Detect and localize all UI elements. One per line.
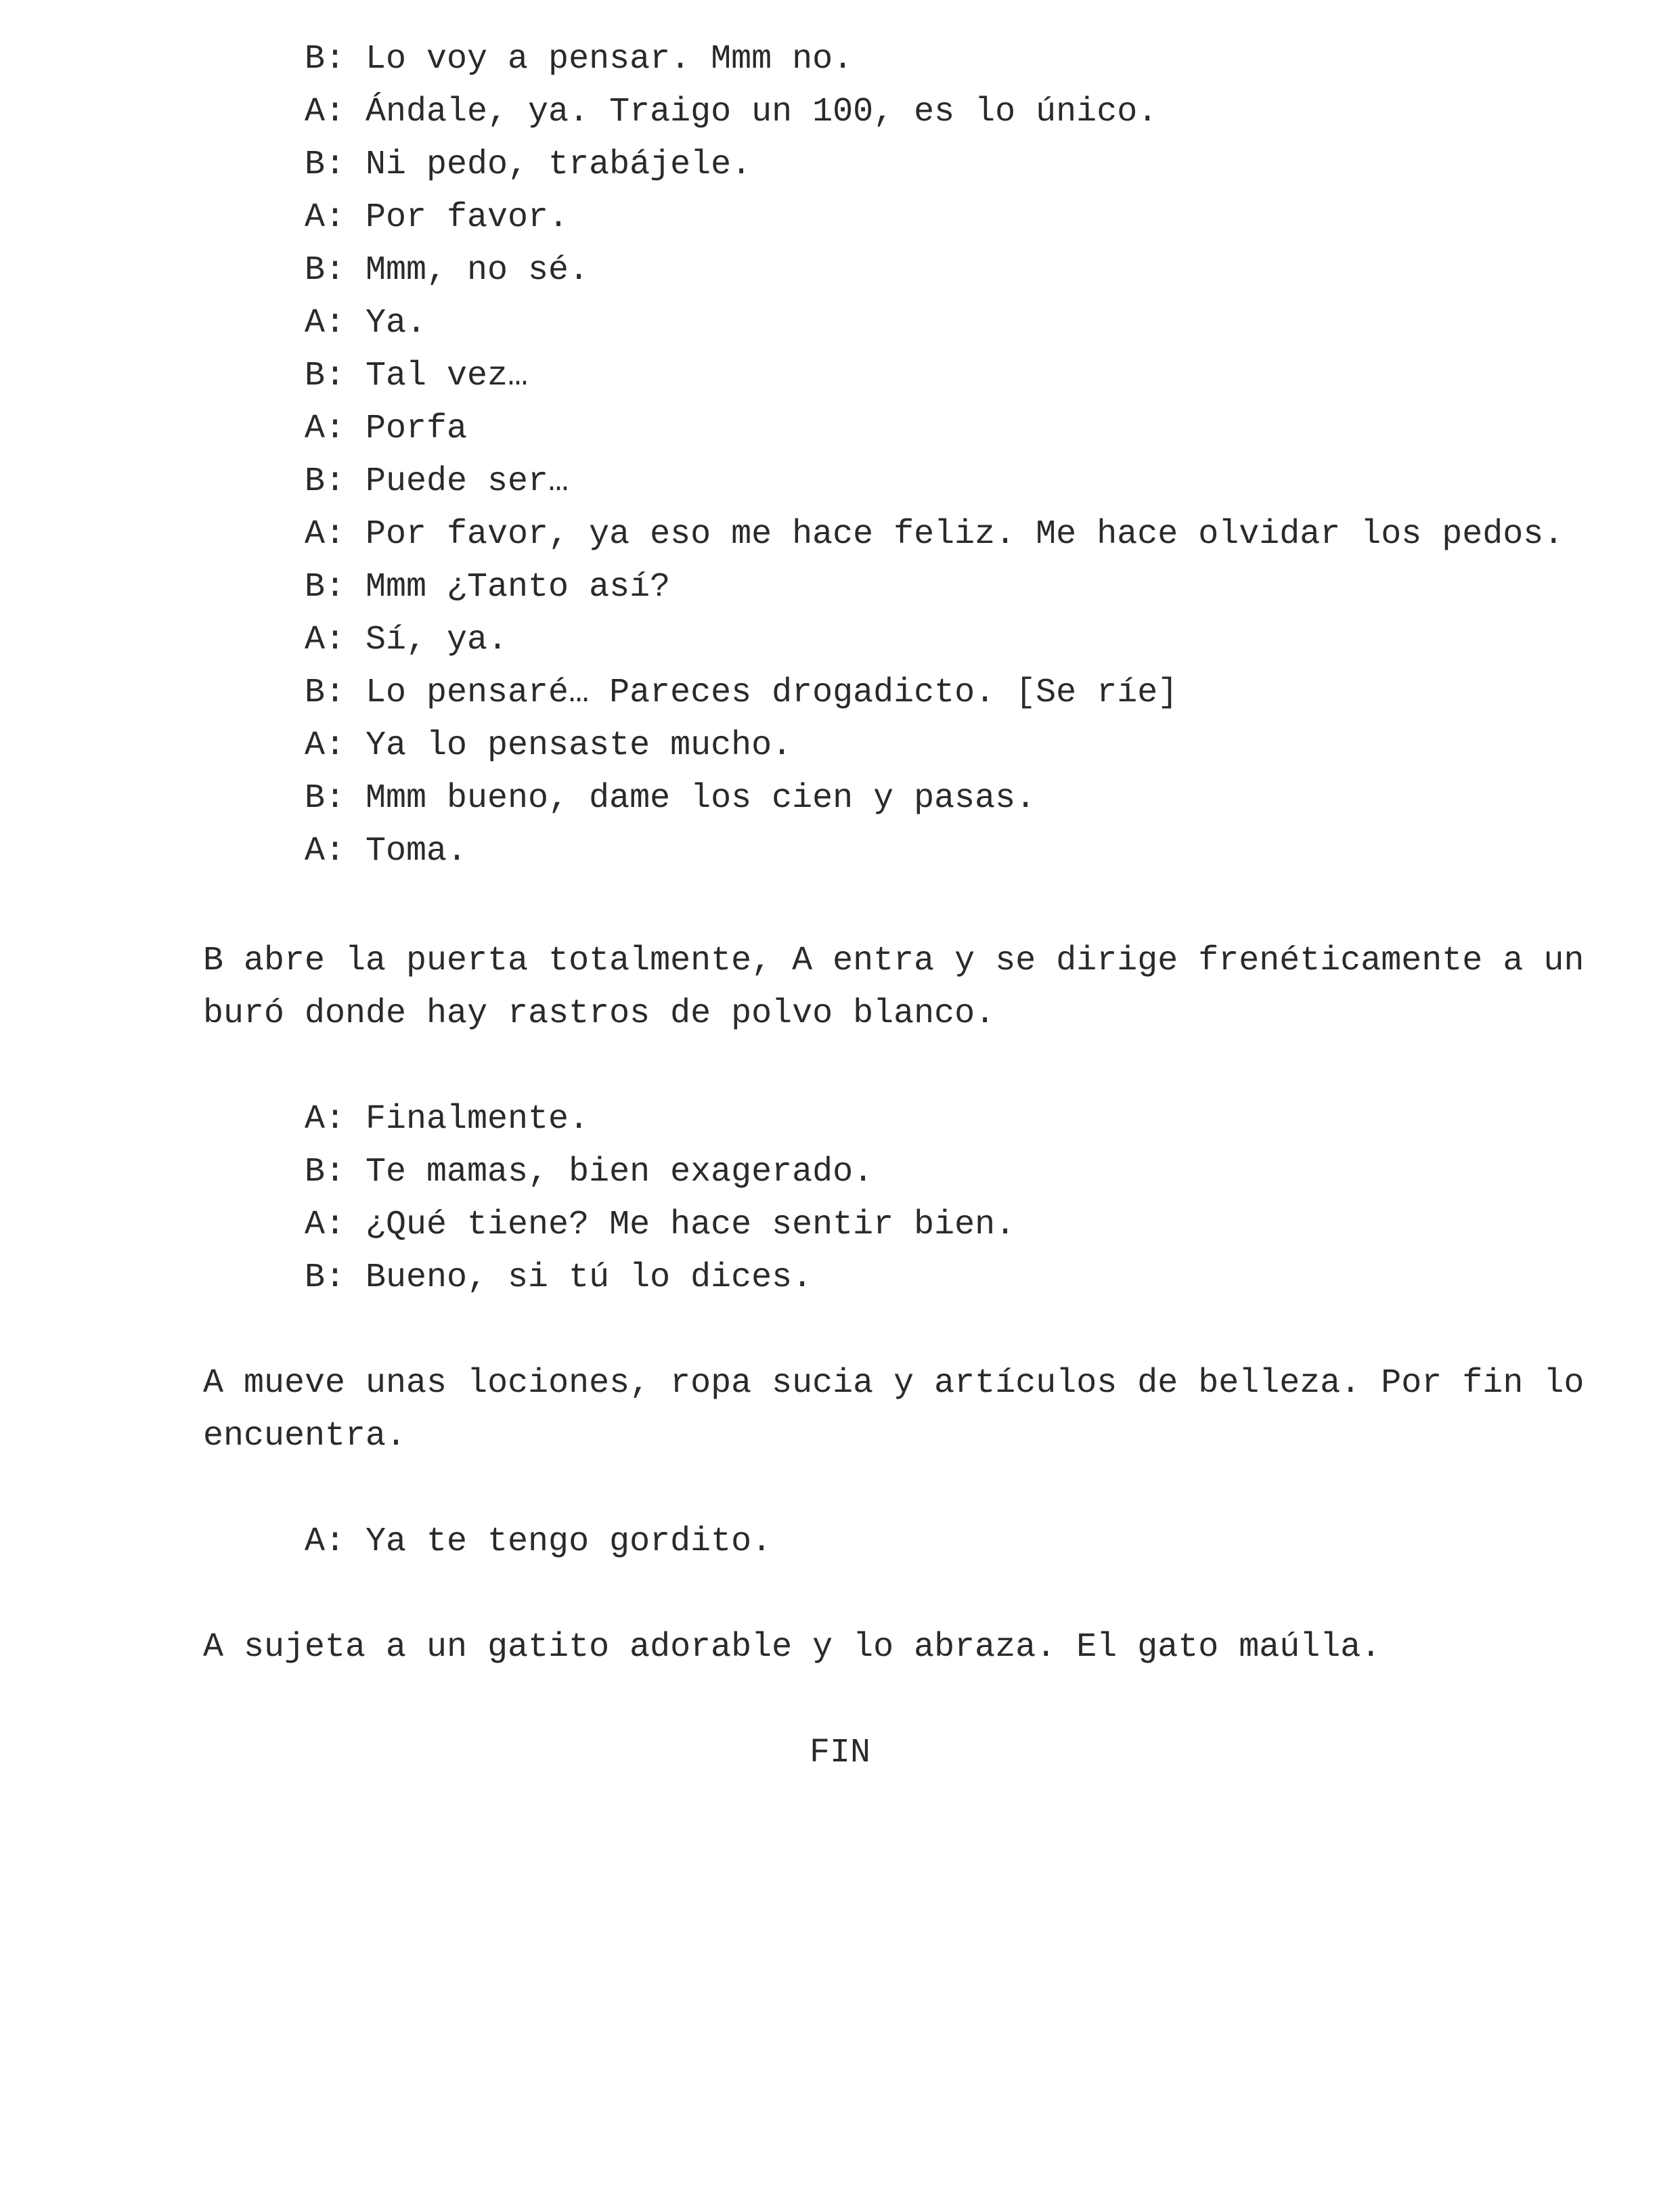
ending-fin: FIN	[809, 1734, 870, 1772]
dialogue-line: A: Finalmente.	[305, 1100, 590, 1139]
dialogue-line: A: Sí, ya.	[305, 621, 508, 659]
dialogue-line: A: Ya te tengo gordito.	[305, 1522, 772, 1561]
dialogue-line: B: Lo voy a pensar. Mmm no.	[305, 40, 854, 79]
dialogue-line: B: Mmm, no sé.	[305, 251, 590, 290]
dialogue-line: A: Por favor.	[305, 198, 569, 237]
action-block-1	[0, 935, 1680, 1040]
action-line: B abre la puerta totalmente, A entra y se dirige frenéticamente a un	[203, 942, 1585, 980]
dialogue-line: A: Toma.	[305, 832, 468, 871]
dialogue-line: A: Por favor, ya eso me hace feliz. Me hace olvidar los pedos.	[305, 515, 1564, 554]
action-block-2	[0, 1357, 1680, 1463]
dialogue-line: B: Tal vez…	[305, 357, 529, 395]
dialogue-line: B: Mmm bueno, dame los cien y pasas.	[305, 779, 1036, 818]
action-line: A mueve unas lociones, ropa sucia y artículos de belleza. Por fin lo	[203, 1364, 1585, 1403]
dialogue-line: B: Te mamas, bien exagerado.	[305, 1153, 874, 1191]
dialogue-line: A: Ya.	[305, 304, 427, 343]
action-block-3	[0, 1621, 1680, 1674]
dialogue-block-3	[0, 1516, 1680, 1568]
dialogue-block-2	[0, 1093, 1680, 1304]
dialogue-line: B: Ni pedo, trabájele.	[305, 146, 752, 184]
dialogue-line: A: Ya lo pensaste mucho.	[305, 726, 793, 765]
dialogue-line: A: ¿Qué tiene? Me hace sentir bien.	[305, 1206, 1016, 1244]
dialogue-line: B: Mmm ¿Tanto así?	[305, 568, 671, 607]
dialogue-block-1	[0, 33, 1680, 878]
action-line: A sujeta a un gatito adorable y lo abraza. El gato maúlla.	[203, 1628, 1381, 1667]
dialogue-line: B: Bueno, si tú lo dices.	[305, 1258, 813, 1297]
dialogue-line: A: Porfa	[305, 410, 468, 448]
dialogue-line: B: Puede ser…	[305, 462, 569, 501]
action-line: encuentra.	[203, 1417, 407, 1455]
dialogue-line: A: Ándale, ya. Traigo un 100, es lo único.	[305, 93, 1158, 131]
dialogue-line: B: Lo pensaré… Pareces drogadicto. [Se ríe]	[305, 674, 1178, 712]
action-line: buró donde hay rastros de polvo blanco.	[203, 994, 996, 1033]
